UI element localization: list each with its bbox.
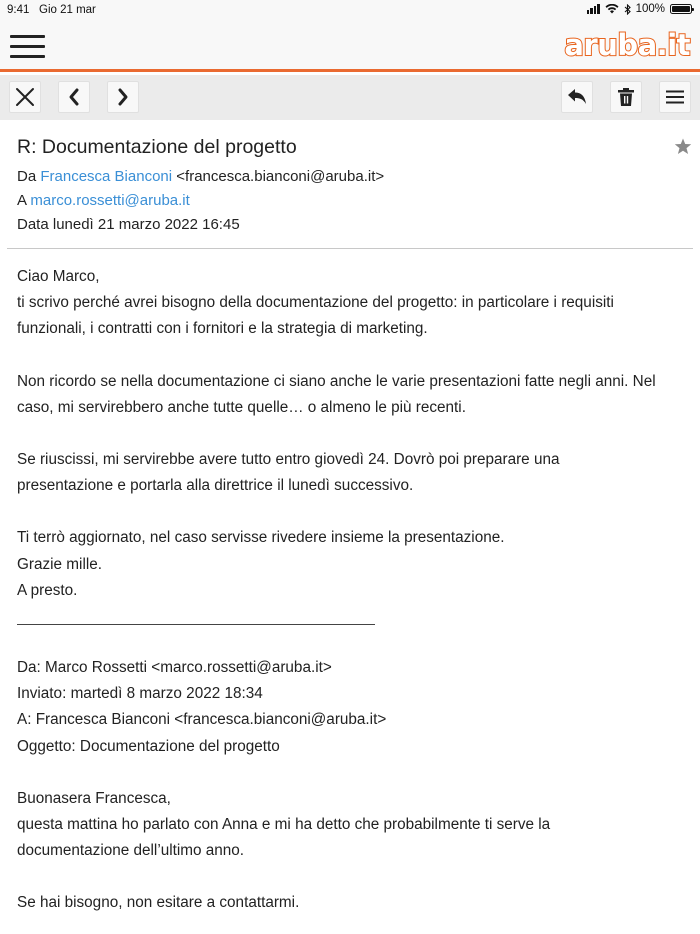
reply-icon [567,88,587,106]
to-line [17,192,190,209]
quoted-message-header [17,655,687,760]
app-header [0,22,700,72]
body-paragraph-2: Non ricordo se nella documentazione ci siano anche le varie presentazioni fatte negli anni. Nel caso, mi servirebbero anche tutte quelle… o almeno le più recenti. [17,372,656,416]
body-paragraph-1: ti scrivo perché avrei bisogno della documentazione del progetto: in particolare i requisiti funzionali, i contratti con i fornitori e la strategia di marketing. [17,294,614,338]
to-label: A [17,192,27,209]
status-date: Gio 21 mar [39,4,96,16]
bluetooth-icon [624,4,631,15]
menu-icon [665,89,685,105]
delete-button[interactable] [610,81,642,113]
close-icon [15,87,35,107]
wifi-icon [605,4,619,14]
date-label: Data [17,216,49,233]
sender-address: <francesca.bianconi@aruba.it> [176,168,385,185]
from-line [17,168,384,185]
chevron-left-icon [67,87,81,107]
star-icon[interactable] [674,138,692,155]
battery-percent: 100% [635,3,665,15]
quoted-to: A: Francesca Bianconi <francesca.bianconi@aruba.it> [17,711,387,729]
quoted-from: Da: Marco Rossetti <marco.rossetti@aruba.it> [17,659,332,677]
status-time: 9:41 [7,4,30,16]
battery-icon [670,4,692,14]
body-thanks: Grazie mille. [17,555,102,573]
email-toolbar [0,75,700,120]
trash-icon [617,87,635,107]
quoted-paragraph-1: questa mattina ho parlato con Anna e mi ha detto che probabilmente ti serve la documentazione dell’ultimo anno. [17,816,551,860]
reply-button[interactable] [561,81,593,113]
next-email-button[interactable] [107,81,139,113]
date-value: lunedì 21 marzo 2022 16:45 [52,216,240,233]
status-indicators [587,3,692,15]
email-header [0,120,700,250]
from-label: Da [17,168,37,185]
status-bar [0,0,700,22]
quoted-subject: Oggetto: Documentazione del progetto [17,737,280,755]
signature-separator [17,624,375,625]
body-closing: A presto. [17,581,78,599]
more-options-button[interactable] [659,81,691,113]
body-paragraph-4: Ti terrò aggiornato, nel caso servisse rivedere insieme la presentazione. [17,529,505,547]
body-greeting: Ciao Marco, [17,268,100,285]
aruba-logo[interactable]: aruba.it [564,28,690,62]
sender-name-link[interactable]: Francesca Bianconi [40,168,173,185]
email-subject: R: Documentazione del progetto [17,136,297,158]
quoted-sent: Inviato: martedì 8 marzo 2022 18:34 [17,685,263,703]
previous-email-button[interactable] [58,81,90,113]
email-body [17,264,687,917]
quoted-greeting: Buonasera Francesca, [17,789,171,807]
header-divider [7,248,693,249]
close-button[interactable] [9,81,41,113]
chevron-right-icon [116,87,130,107]
body-paragraph-3: Se riuscissi, mi servirebbe avere tutto entro giovedì 24. Dovrò poi preparare una presentazione e portarla alla direttrice il lunedì successivo. [17,451,560,495]
date-line [17,216,240,233]
quoted-paragraph-2: Se hai bisogno, non esitare a contattarmi. [17,894,300,912]
recipient-address-link[interactable]: marco.rossetti@aruba.it [30,192,190,209]
signal-icon [587,4,600,14]
hamburger-menu-button[interactable] [10,32,46,60]
